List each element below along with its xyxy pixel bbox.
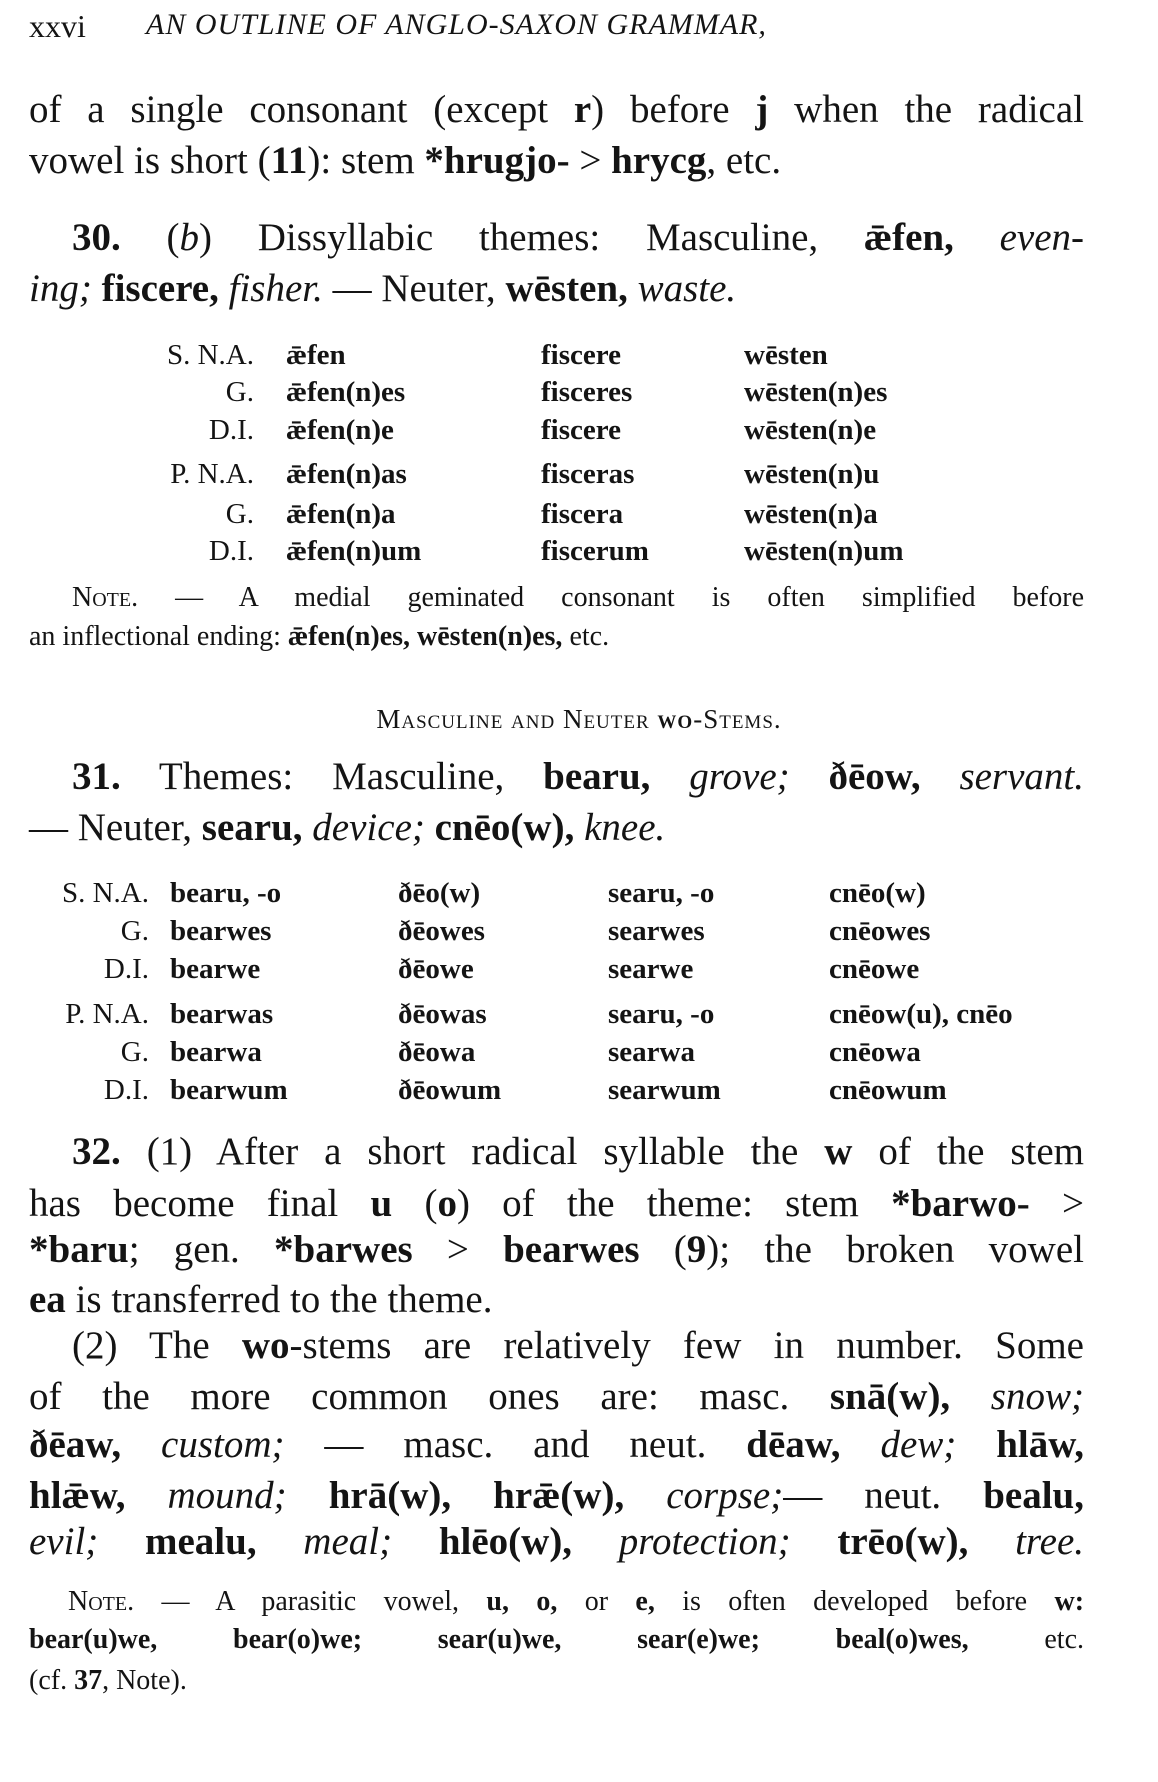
table-cell: fiscerum — [541, 535, 649, 567]
note-line — [29, 623, 1084, 655]
text-segment: of the stem — [852, 1130, 1084, 1173]
bold-term: bearu, — [543, 755, 651, 798]
table-cell: wēsten — [744, 339, 828, 371]
text-segment: > — [569, 139, 612, 182]
bold-term: mealu, — [98, 1520, 257, 1563]
text-segment: — Neuter, — [29, 806, 202, 849]
section-30-heading-line — [72, 218, 1084, 264]
bold-term: ǣfen, — [863, 216, 954, 259]
case-label: P. N.A. — [65, 998, 149, 1030]
case-label: G. — [120, 915, 149, 947]
text-segment: ): stem — [307, 139, 425, 182]
note-line — [29, 1667, 1084, 1699]
text-line — [29, 1184, 1084, 1230]
italic-gloss: device; — [302, 806, 425, 849]
italic-gloss: custom; — [121, 1423, 285, 1466]
bold-term: 31. — [72, 755, 121, 798]
table-cell: fisceras — [541, 458, 635, 490]
bold-term: bearwes — [503, 1228, 640, 1271]
table-cell: ðēo(w) — [398, 877, 481, 909]
table-cell: wēsten(n)um — [744, 535, 904, 567]
text-segment: is often developed before — [654, 1586, 1055, 1617]
bold-term: *barwo- — [891, 1182, 1030, 1225]
italic-gloss: mound; — [125, 1474, 287, 1517]
text-segment: — neut. — [783, 1474, 984, 1517]
bold-term: *barwes — [274, 1228, 413, 1271]
bold-term: wo — [241, 1324, 290, 1367]
bold-term: hlēo(w), — [392, 1520, 573, 1563]
table-cell: cnēo(w) — [829, 877, 926, 909]
italic-gloss: evil; — [29, 1520, 99, 1563]
text-segment: (1) After a short radical syllable the — [120, 1130, 825, 1173]
table-cell: wēsten(n)es — [744, 376, 888, 408]
italic-gloss: b — [179, 216, 199, 259]
bold-term: j — [755, 88, 769, 131]
bold-term: bear(u)we, bear(o)we; sear(u)we, sear(e)we; beal(o)wes, — [29, 1624, 969, 1655]
table-cell: ǣfen(n)e — [286, 414, 394, 446]
text-line — [29, 269, 1084, 315]
bold-term: e, — [635, 1586, 655, 1617]
text-line — [29, 1280, 1084, 1326]
table-cell: ǣfen(n)es — [286, 376, 406, 408]
table-cell: searu, -o — [608, 998, 715, 1030]
text-segment: ( — [120, 216, 180, 259]
table-cell: ǣfen — [286, 339, 346, 371]
case-label: D.I. — [208, 414, 254, 446]
text-line — [72, 1326, 1084, 1372]
italic-gloss: snow; — [950, 1375, 1084, 1418]
text-segment: (cf. — [29, 1665, 75, 1696]
case-label: D.I. — [103, 953, 149, 985]
table-cell: fiscere — [541, 414, 621, 446]
text-segment: of a single consonant (except — [29, 88, 574, 131]
table-cell: bearwum — [170, 1074, 288, 1106]
bold-term: wēsten, — [505, 267, 628, 310]
bold-term: bealu, — [983, 1474, 1084, 1517]
table-cell: fiscere — [541, 339, 621, 371]
bold-term: hlāw, — [956, 1423, 1085, 1466]
table-cell: bearwe — [170, 953, 261, 985]
case-label: G. — [120, 1036, 149, 1068]
italic-gloss: meal; — [256, 1520, 393, 1563]
text-segment: is transferred to the theme. — [65, 1278, 493, 1321]
text-segment: of the more common ones are: masc. — [29, 1375, 830, 1418]
bold-term: 30. — [72, 216, 121, 259]
running-title: AN OUTLINE OF ANGLO-SAXON GRAMMAR, — [146, 8, 767, 41]
text-segment: ( — [392, 1182, 438, 1225]
table-cell: cnēow(u), cnēo — [829, 998, 1013, 1030]
table-cell: cnēowe — [829, 953, 920, 985]
table-cell: ðēowa — [398, 1036, 476, 1068]
text-segment: -stems are relatively few in number. Some — [289, 1324, 1084, 1367]
bold-term: r — [573, 88, 592, 131]
text-segment: — Neuter, — [322, 267, 506, 310]
italic-gloss: knee. — [574, 806, 666, 849]
bold-term: ǣfen(n)es, wēsten(n)es, — [287, 621, 563, 652]
text-segment: — masc. and neut. — [284, 1423, 747, 1466]
text-segment: ) of the theme: stem — [456, 1182, 892, 1225]
bold-term: trēo(w), — [790, 1520, 969, 1563]
bold-term: hrycg — [611, 139, 707, 182]
text-segment: (2) The — [72, 1324, 242, 1367]
text-segment: -Stems. — [693, 704, 782, 734]
note-line — [29, 1626, 1084, 1658]
text-segment: Masculine and Neuter — [376, 704, 658, 734]
text-line — [29, 1476, 1084, 1522]
case-label: S. N.A. — [61, 877, 149, 909]
italic-gloss: corpse; — [624, 1474, 784, 1517]
case-label: G. — [225, 376, 254, 408]
text-segment: vowel is short ( — [29, 139, 271, 182]
note-line — [72, 584, 1084, 616]
case-label: S. N.A. — [166, 339, 254, 371]
text-segment: , Note). — [102, 1665, 187, 1696]
bold-term: ea — [29, 1278, 66, 1321]
bold-term: *baru — [29, 1228, 129, 1271]
bold-term: searu, — [201, 806, 303, 849]
italic-gloss: protection; — [572, 1520, 791, 1563]
italic-gloss: waste. — [627, 267, 737, 310]
text-segment: — A parasitic vowel, — [134, 1586, 487, 1617]
italic-gloss: fisher. — [218, 267, 323, 310]
note-line — [68, 1588, 1084, 1620]
text-line — [29, 808, 1084, 854]
italic-gloss: tree. — [968, 1520, 1084, 1563]
bold-term: 32. — [72, 1130, 121, 1173]
table-cell: ǣfen(n)as — [286, 458, 407, 490]
table-cell: wēsten(n)e — [744, 414, 877, 446]
bold-term: *hrugjo- — [424, 139, 570, 182]
bold-term: ðēow, — [789, 755, 921, 798]
text-segment: when the radical — [768, 88, 1084, 131]
bold-term: hlǣw, — [29, 1474, 126, 1517]
bold-term: u, o, — [486, 1586, 558, 1617]
page-number: xxvi — [29, 8, 86, 44]
table-cell: fiscera — [541, 498, 624, 530]
text-segment: Themes: Masculine, — [120, 755, 544, 798]
italic-gloss: even- — [953, 216, 1084, 259]
bold-term: u — [370, 1182, 393, 1225]
bold-term: 11 — [270, 139, 308, 182]
italic-gloss: servant. — [920, 755, 1085, 798]
table-cell: ǣfen(n)a — [286, 498, 396, 530]
text-segment: Note. — [68, 1586, 135, 1617]
text-segment: or — [557, 1586, 636, 1617]
case-label: P. N.A. — [170, 458, 254, 490]
table-cell: wēsten(n)u — [744, 458, 880, 490]
table-cell: ðēowas — [398, 998, 487, 1030]
table-cell: cnēowa — [829, 1036, 921, 1068]
italic-gloss: grove; — [650, 755, 790, 798]
case-label: D.I. — [208, 535, 254, 567]
bold-term: fiscere, — [91, 267, 219, 310]
table-cell: ðēowum — [398, 1074, 502, 1106]
bold-term: hrā(w), hrǣ(w), — [286, 1474, 625, 1517]
text-segment: an inflectional ending: — [29, 621, 288, 652]
section-31-heading-line — [72, 757, 1084, 803]
text-segment: ( — [639, 1228, 687, 1271]
table-cell: cnēowum — [829, 1074, 947, 1106]
bold-term: w — [824, 1130, 853, 1173]
text-line — [29, 1377, 1084, 1423]
italic-gloss: ing; — [29, 267, 92, 310]
text-segment: etc. — [562, 621, 610, 652]
text-segment: > — [412, 1228, 504, 1271]
section-32-heading-line — [72, 1132, 1084, 1178]
bold-term: snā(w), — [829, 1375, 951, 1418]
table-cell: bearwas — [170, 998, 274, 1030]
table-cell: wēsten(n)a — [744, 498, 878, 530]
table-cell: bearwes — [170, 915, 272, 947]
bold-term: dēaw, — [746, 1423, 841, 1466]
bold-term: cnēo(w), — [424, 806, 575, 849]
bold-term: 9 — [686, 1228, 707, 1271]
text-line — [29, 90, 1084, 136]
text-segment: Note. — [72, 582, 139, 613]
case-label: D.I. — [103, 1074, 149, 1106]
bold-term: 37 — [74, 1665, 103, 1696]
text-segment: — A medial geminated consonant is often simplified before — [138, 582, 1084, 613]
text-segment: ); the broken vowel — [706, 1228, 1084, 1271]
text-segment: ) Dissyllabic themes: Masculine, — [198, 216, 864, 259]
table-cell: bearu, -o — [170, 877, 282, 909]
table-cell: searu, -o — [608, 877, 715, 909]
table-cell: bearwa — [170, 1036, 262, 1068]
table-cell: ðēowes — [398, 915, 485, 947]
table-cell: searwes — [608, 915, 705, 947]
text-line — [29, 1522, 1084, 1568]
bold-term: wo — [657, 704, 694, 734]
table-cell: ǣfen(n)um — [286, 535, 422, 567]
text-line — [29, 1230, 1084, 1276]
table-cell: cnēowes — [829, 915, 931, 947]
bold-term: ðēaw, — [29, 1423, 122, 1466]
italic-gloss: dew; — [840, 1423, 957, 1466]
text-line — [29, 141, 1084, 187]
text-segment: , etc. — [706, 139, 782, 182]
case-label: G. — [225, 498, 254, 530]
section-heading — [0, 704, 1158, 735]
text-line — [29, 1425, 1084, 1471]
table-cell: searwe — [608, 953, 694, 985]
bold-term: w: — [1054, 1586, 1085, 1617]
text-segment: ) before — [591, 88, 756, 131]
table-cell: searwum — [608, 1074, 721, 1106]
table-cell: ðēowe — [398, 953, 474, 985]
text-segment: etc. — [968, 1624, 1084, 1655]
bold-term: o — [437, 1182, 457, 1225]
text-segment: has become final — [29, 1182, 371, 1225]
table-cell: searwa — [608, 1036, 695, 1068]
text-segment: > — [1029, 1182, 1084, 1225]
table-cell: fisceres — [541, 376, 633, 408]
text-segment: ; gen. — [128, 1228, 275, 1271]
